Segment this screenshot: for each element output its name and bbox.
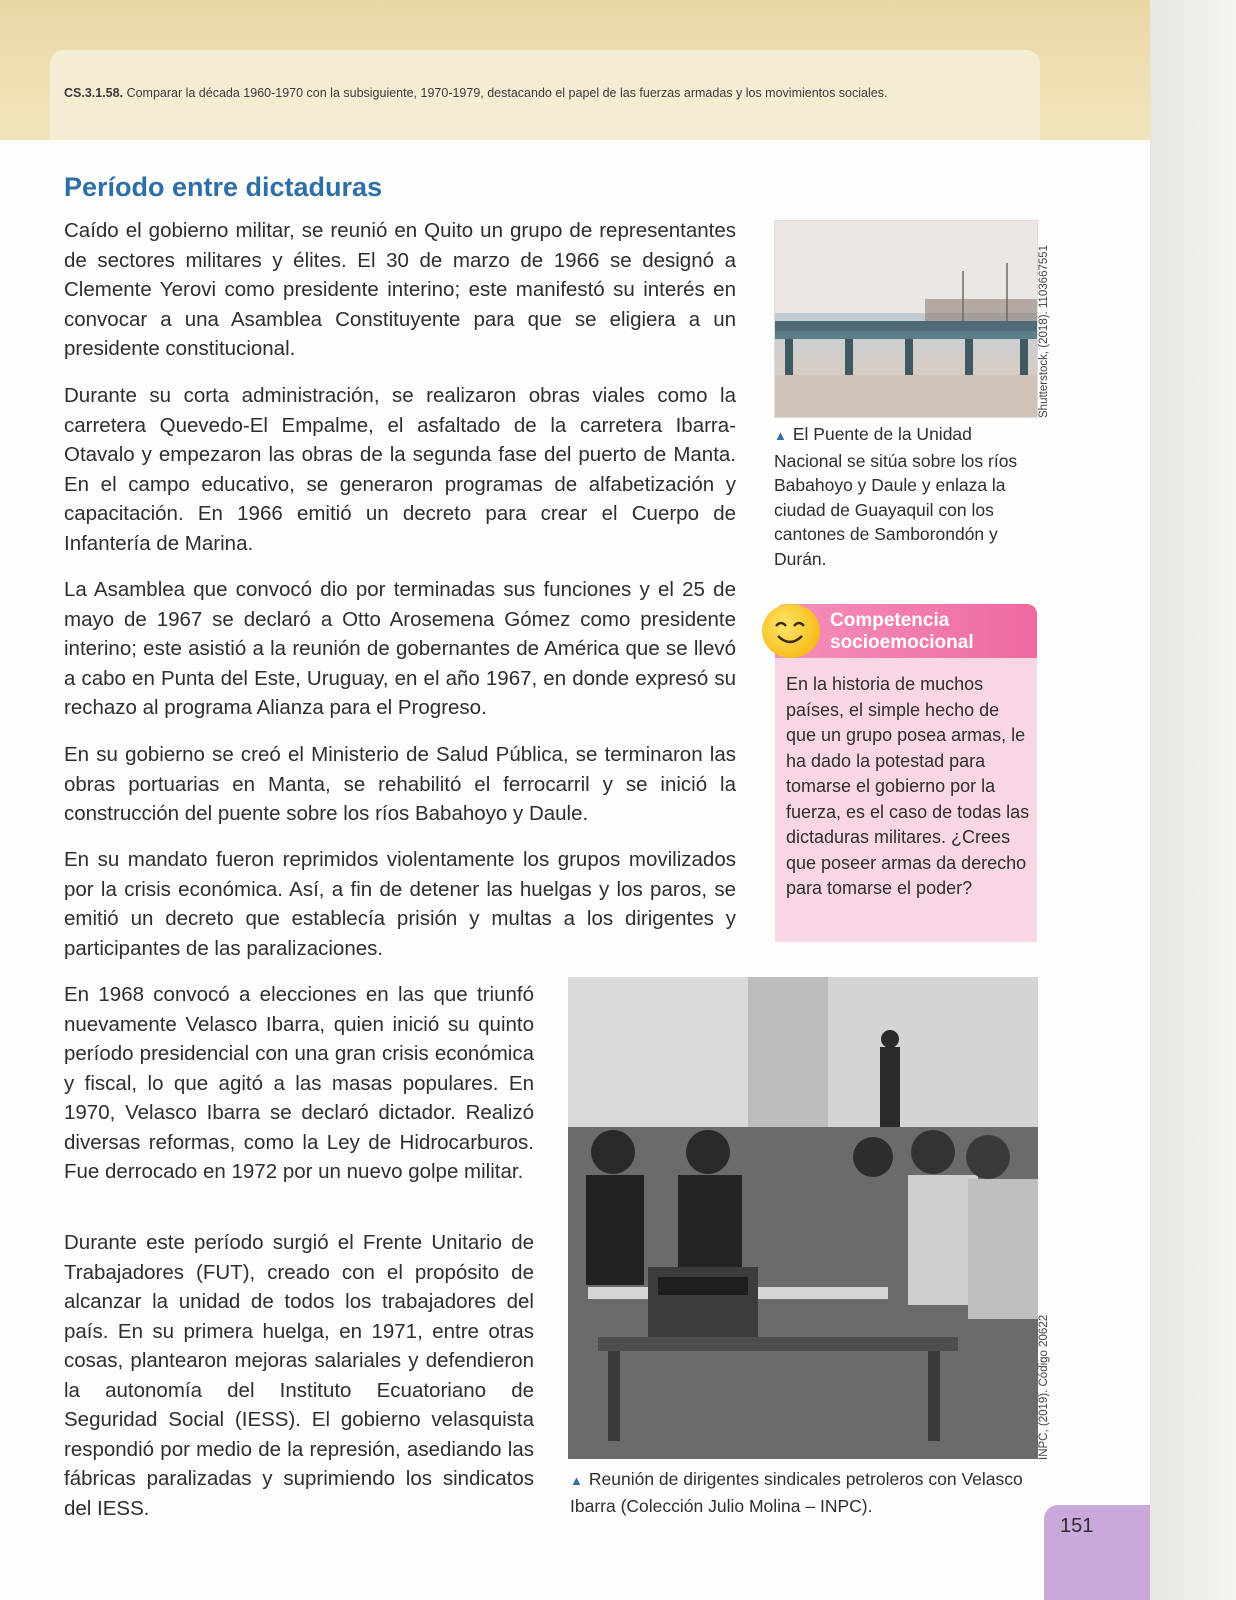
paragraph-1: Caído el gobierno militar, se reunió en Quito un grupo de representantes de sectores militares y élites. El 30 de marzo de 1966 se designó a Clemente Yerovi como presidente interino; este manifestó su interés en convocar a una Asamblea Constituyente para que se eligiera a un presidente constitucional.	[64, 219, 736, 360]
paragraph-3: La Asamblea que convocó dio por terminadas sus funciones y el 25 de mayo de 1967 se declaró a Otto Arosemena Gómez como presidente interino; este asistió a la reunión de gobernantes de América que se llevó a cabo en Punta del Este, Uruguay, en el año 1967, en donde expresó su rechazo al programa Alianza para el Progreso.	[64, 578, 736, 719]
section-title: Período entre dictaduras	[64, 172, 383, 202]
paragraph-5: En su mandato fueron reprimidos violentamente los grupos movilizados por la crisis económica. Así, a fin de detener las huelgas y los paros, se emitió un decreto que establecía prisión y multas a los dirigentes y participantes de las paralizaciones.	[64, 848, 736, 960]
page-number: 151	[1060, 1515, 1094, 1537]
bridge-illustration	[775, 221, 1037, 417]
smiley-icon	[762, 604, 820, 658]
meeting-illustration	[568, 977, 1038, 1459]
competencia-text: En la historia de muchos países, el simple hecho de que un grupo posea armas, le ha dado la potestad para tomarse el gobierno por la fuerza, es el caso de todas las dictaduras militares. ¿Crees que poseer armas da derecho para tomarse el poder?	[786, 674, 1030, 898]
skill-code: CS.3.1.58.	[64, 86, 124, 100]
meeting-caption	[570, 1467, 1040, 1518]
paragraph-7: Durante este período surgió el Frente Unitario de Trabajadores (FUT), creado con el propósito de alcanzar la unidad de todos los trabajadores del país. En su primera huelga, en 1971, entre otras cosas, plantearon mejoras salariales y defendieron la autonomía del Instituto Ecuatoriano de Seguridad Social (IESS). El gobierno velasquista respondió por medio de la represión, asediando las fábricas paralizadas y suprimiendo los sindicatos del IESS.	[64, 1231, 534, 1520]
triangle-icon: ▲	[774, 428, 787, 443]
bridge-caption-text: El Puente de la Unidad Nacional se sitúa sobre los ríos Babahoyo y Daule y enlaza la ciudad de Guayaquil con los cantones de Samborondón y Durán.	[774, 424, 1018, 569]
paragraph-6: En 1968 convocó a elecciones en las que triunfó nuevamente Velasco Ibarra, quien inició su quinto período presidencial con una gran crisis económica y fiscal, lo que agitó a las masas populares. En 1970, Velasco Ibarra se declaró dictador. Realizó diversas reformas, como la Ley de Hidrocarburos. Fue derrocado en 1972 por un nuevo golpe militar.	[64, 983, 534, 1183]
bridge-caption	[774, 422, 1036, 571]
competencia-title: Competencia socioemocional	[830, 610, 974, 653]
triangle-icon: ▲	[570, 1473, 583, 1488]
bridge-photo	[774, 220, 1038, 418]
bridge-photo-credit: Shutterstock, (2018). 1103667551	[1038, 244, 1050, 418]
skill-description: Comparar la década 1960-1970 con la subsiguiente, 1970-1979, destacando el papel de las fuerzas armadas y los movimientos sociales.	[126, 86, 888, 100]
paragraph-2: Durante su corta administración, se realizaron obras viales como la carretera Quevedo-El Empalme, el asfaltado de la carretera Ibarra-Otavalo y empezaron las obras de la segunda fase del puerto de Manta. En el campo educativo, se generaron programas de alfabetización y capacitación. En 1966 emitió un decreto para crear el Cuerpo de Infantería de Marina.	[64, 384, 736, 555]
meeting-caption-text: Reunión de dirigentes sindicales petroleros con Velasco Ibarra (Colección Julio Molina – INPC).	[570, 1469, 1023, 1516]
skill-statement	[64, 86, 887, 100]
page-edge	[1150, 0, 1236, 1600]
meeting-photo	[568, 977, 1038, 1459]
meeting-photo-credit: INPC, (2019). Código 20622	[1038, 1314, 1050, 1460]
paragraph-4: En su gobierno se creó el Ministerio de Salud Pública, se terminaron las obras portuarias en Manta, se rehabilitó el ferrocarril y se inició la construcción del puente sobre los ríos Babahoyo y Daule.	[64, 743, 736, 825]
